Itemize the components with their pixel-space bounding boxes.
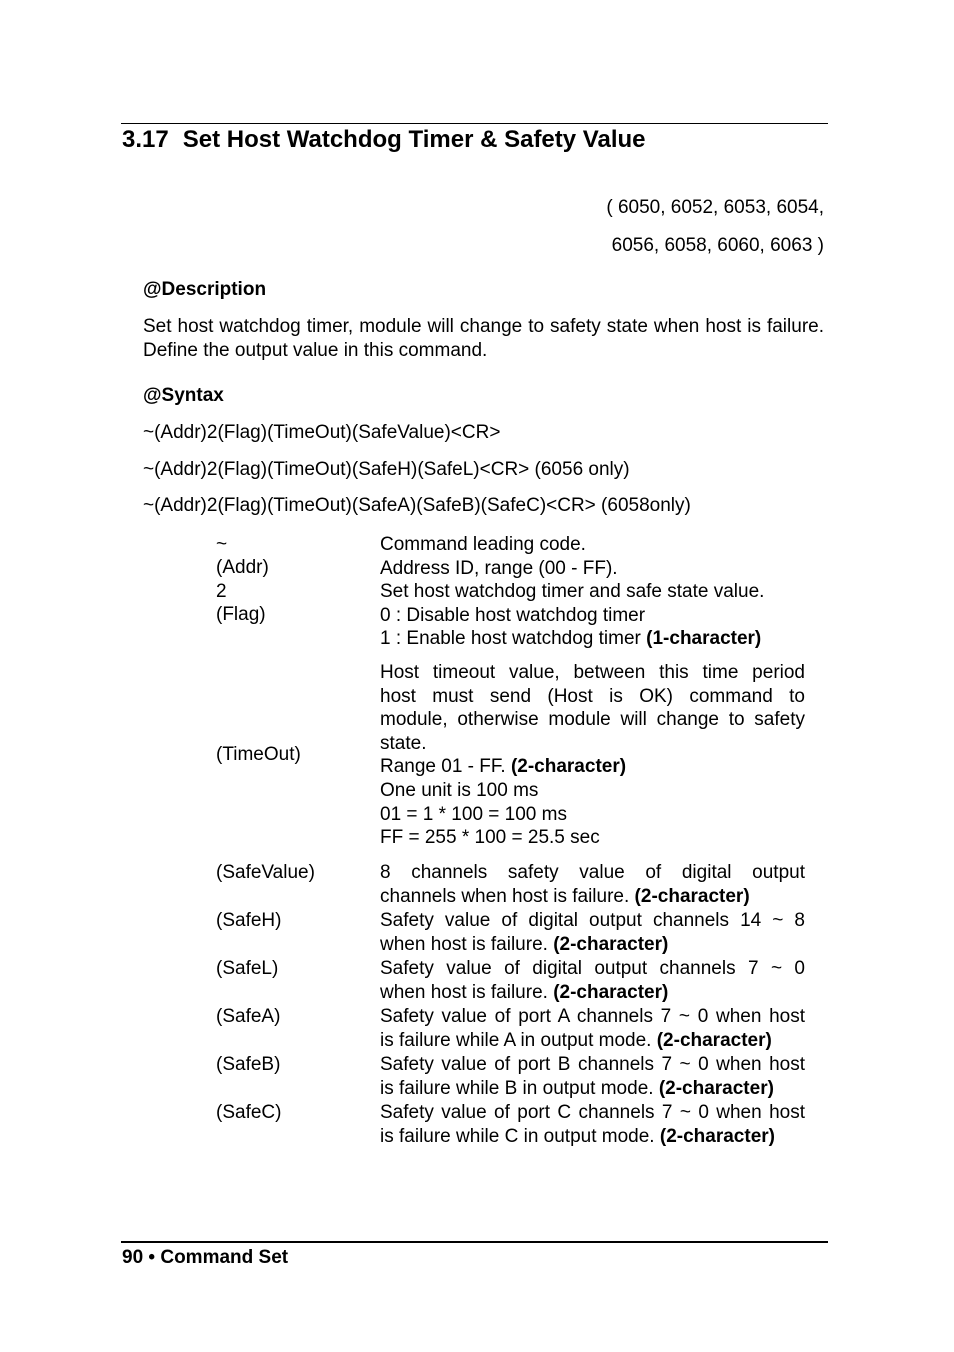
safel-line-2: [380, 981, 805, 1005]
safea-line-1: Safety value of port A channels 7 ~ 0 when host: [380, 1006, 805, 1027]
models-line-1: ( 6050, 6052, 6053, 6054,: [606, 197, 824, 218]
param-desc-safevalue: [380, 861, 805, 909]
param-desc-safeh: [380, 909, 805, 957]
param-desc-addr: Address ID, range (00 - FF).: [380, 557, 618, 579]
safec-line-2: [380, 1125, 805, 1149]
param-desc-tilde: Command leading code.: [380, 534, 586, 555]
syntax-line-2: ~(Addr)2(Flag)(TimeOut)(SafeH)(SafeL)<CR> (6056 only): [143, 459, 630, 480]
page-number: 90: [122, 1247, 144, 1268]
timeout-line-2: host must send (Host is OK) command to: [380, 685, 805, 707]
timeout-line-1: Host timeout value, between this time period: [380, 662, 805, 683]
syntax-heading: @Syntax: [143, 385, 224, 406]
safeb-text: is failure while B in output mode.: [380, 1078, 659, 1099]
param-name-safel: (SafeL): [216, 958, 279, 979]
param-name-safeb: (SafeB): [216, 1054, 281, 1075]
param-desc-safel: [380, 957, 805, 1005]
models-line-2: 6056, 6058, 6060, 6063 ): [611, 235, 824, 256]
safeh-text: when host is failure.: [380, 934, 554, 955]
safeb-line-2: [380, 1077, 805, 1101]
safevalue-text: channels when host is failure.: [380, 886, 635, 907]
safea-char-count: (2-character): [656, 1030, 772, 1051]
section-heading: [122, 126, 646, 154]
safeh-line-1: Safety value of digital output channels 14 ~ 8: [380, 910, 805, 931]
flag-char-count: (1-character): [646, 628, 762, 649]
timeout-range-text: Range 01 - FF.: [380, 756, 511, 778]
param-name-tilde: ~: [216, 534, 228, 555]
param-desc-safeb: [380, 1053, 805, 1101]
timeout-line-6: One unit is 100 ms: [380, 779, 539, 801]
safec-text: is failure while C in output mode.: [380, 1126, 660, 1147]
description-heading: @Description: [143, 279, 267, 300]
param-desc-flag-0: 0 : Disable host watchdog timer: [380, 604, 646, 626]
param-desc-block-1: [380, 533, 805, 651]
section-number: 3.17: [122, 126, 169, 153]
param-name-addr: (Addr): [216, 557, 269, 578]
timeout-line-7: 01 = 1 * 100 = 100 ms: [380, 803, 567, 825]
safea-text: is failure while A in output mode.: [380, 1030, 657, 1051]
page-footer: [122, 1247, 288, 1269]
safel-char-count: (2-character): [553, 982, 669, 1003]
timeout-line-4: state.: [380, 732, 427, 754]
safea-line-2: [380, 1029, 805, 1053]
footer-rule: [121, 1241, 828, 1243]
timeout-line-8: FF = 255 * 100 = 25.5 sec: [380, 827, 600, 849]
flag-enable-text: 1 : Enable host watchdog timer: [380, 628, 647, 649]
param-desc-safec: [380, 1101, 805, 1149]
timeout-line-3: module, otherwise module will change to safety: [380, 709, 805, 731]
safec-char-count: (2-character): [659, 1126, 775, 1147]
safeh-line-2: [380, 933, 805, 957]
top-rule: [121, 123, 828, 124]
param-name-safea: (SafeA): [216, 1006, 281, 1027]
param-name-two: 2: [216, 581, 227, 602]
syntax-line-3: ~(Addr)2(Flag)(TimeOut)(SafeA)(SafeB)(SafeC)<CR> (6058only): [143, 495, 691, 516]
param-desc-flag-1: [380, 627, 805, 651]
param-desc-two: Set host watchdog timer and safe state value.: [380, 581, 765, 602]
safeh-char-count: (2-character): [553, 934, 669, 955]
description-text: Set host watchdog timer, module will change to safety state when host is failure. Define the output value in this command.: [143, 316, 824, 361]
param-name-safeh: (SafeH): [216, 910, 282, 931]
safevalue-line-2: [380, 885, 805, 909]
timeout-char-count: (2-character): [510, 756, 627, 778]
safeb-line-1: Safety value of port B channels 7 ~ 0 when host: [380, 1054, 805, 1075]
param-name-timeout: (TimeOut): [216, 744, 301, 765]
param-desc-safea: [380, 1005, 805, 1053]
safevalue-line-1: 8 channels safety value of digital output: [380, 862, 805, 883]
timeout-line-5: [380, 755, 805, 779]
safeb-char-count: (2-character): [658, 1078, 774, 1099]
param-name-flag: (Flag): [216, 604, 266, 625]
syntax-line-1: ~(Addr)2(Flag)(TimeOut)(SafeValue)<CR>: [143, 422, 501, 443]
safec-line-1: Safety value of port C channels 7 ~ 0 when host: [380, 1102, 805, 1123]
safevalue-char-count: (2-character): [634, 886, 750, 907]
footer-section-label: Command Set: [160, 1247, 289, 1268]
param-desc-timeout: [380, 661, 805, 850]
param-name-safevalue: (SafeValue): [216, 862, 315, 883]
section-title: Set Host Watchdog Timer & Safety Value: [182, 126, 646, 153]
safel-text: when host is failure.: [380, 982, 554, 1003]
safel-line-1: Safety value of digital output channels 7 ~ 0: [380, 958, 805, 979]
param-name-safec: (SafeC): [216, 1102, 282, 1123]
footer-bullet: •: [148, 1247, 156, 1268]
